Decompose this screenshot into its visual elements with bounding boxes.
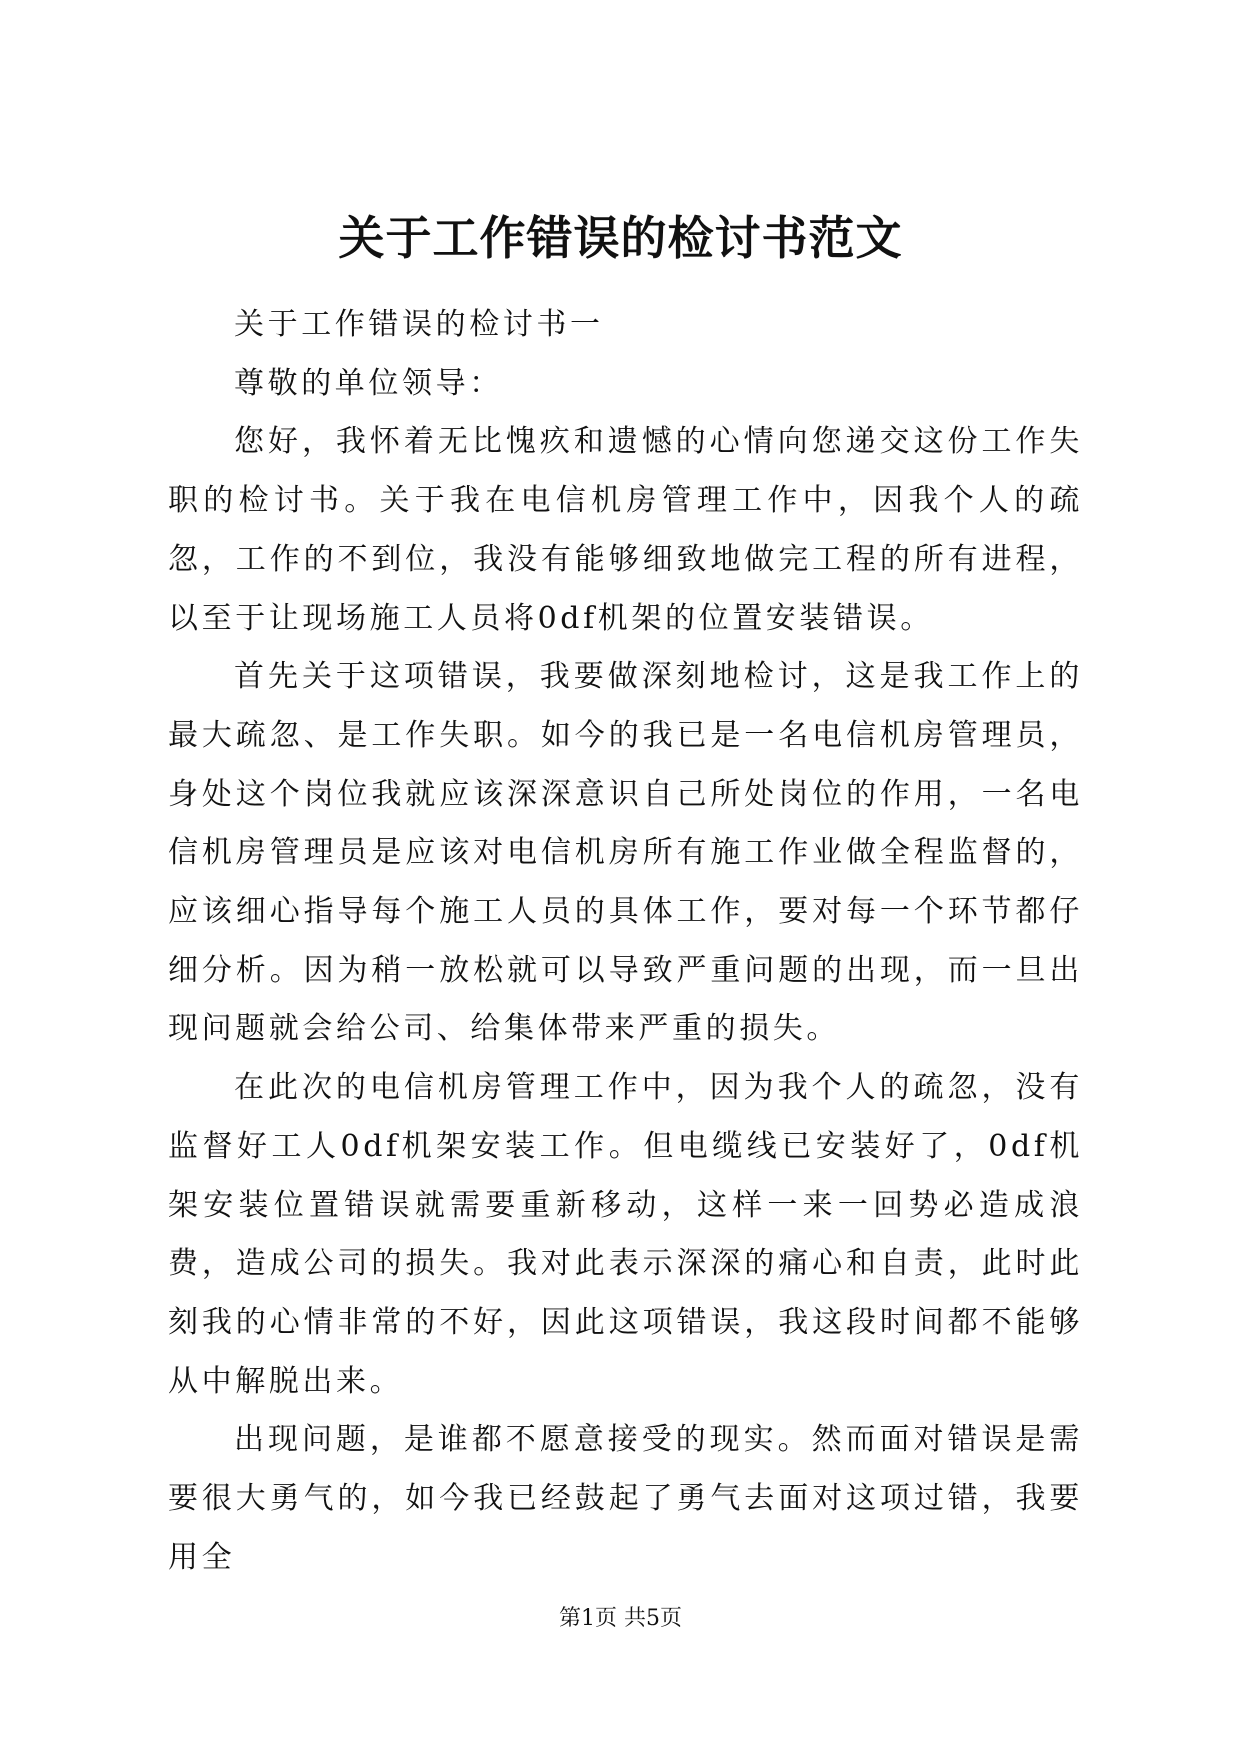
paragraph-heading: 关于工作错误的检讨书一 [234,307,604,342]
paragraph: 您好，我怀着无比愧疚和遗憾的心情向您递交这份工作失职的检讨书。关于我在电信机房管理工作中，因我个人的疏忽，工作的不到位，我没有能够细致地做完工程的所有进程，以至于让现场施工人员将0df机架的位置安装错误。 [168,424,1083,636]
document-title: 关于工作错误的检讨书范文 [338,211,903,265]
document-body [168,296,1083,1587]
paragraph: 首先关于这项错误，我要做深刻地检讨，这是我工作上的最大疏忽、是工作失职。如今的我已是一名电信机房管理员，身处这个岗位我就应该深深意识自己所处岗位的作用，一名电信机房管理员是应该对电信机房所有施工作业做全程监督的，应该细心指导每个施工人员的具体工作，要对每一个环节都仔细分析。因为稍一放松就可以导致严重问题的出现，而一旦出现问题就会给公司、给集体带来严重的损失。 [168,659,1083,1047]
paragraph-salutation: 尊敬的单位领导： [234,365,503,401]
page-number-footer: 第1页 共5页 [559,1606,682,1631]
paragraph: 在此次的电信机房管理工作中，因为我个人的疏忽，没有监督好工人0df机架安装工作。但电缆线已安装好了，0df机架安装位置错误就需要重新移动，这样一来一回势必造成浪费，造成公司的损失。我对此表示深深的痛心和自责，此时此刻我的心情非常的不好，因此这项错误，我这段时间都不能够从中解脱出来。 [168,1070,1083,1399]
paragraph: 出现问题，是谁都不愿意接受的现实。然而面对错误是需要很大勇气的，如今我已经鼓起了勇气去面对这项过错，我要用全 [168,1422,1083,1575]
